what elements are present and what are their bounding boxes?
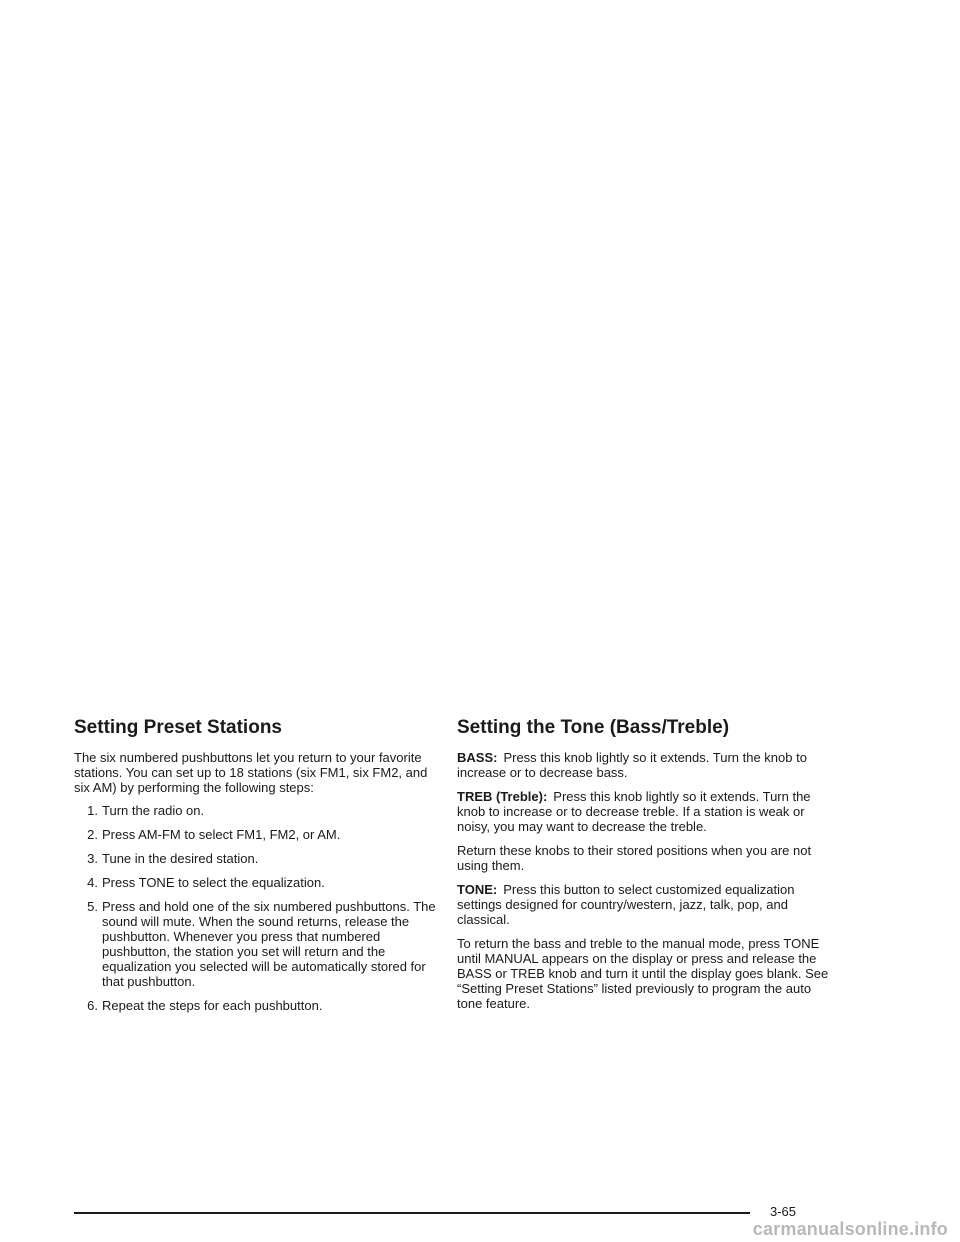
tone-section bbox=[457, 716, 829, 1020]
step-number: 5. bbox=[87, 899, 98, 914]
step-text: Tune in the desired station. bbox=[102, 851, 259, 866]
tone-text: Press this button to select customized equalization settings designed for country/western, jazz, talk, pop, and classical. bbox=[457, 882, 795, 927]
treble-paragraph bbox=[457, 789, 829, 834]
step-text: Press and hold one of the six numbered pushbuttons. The sound will mute. When the sound returns, release the pushbutton. Whenever you press that numbered pushbutton, the station you set will return and the equalization you selected will be automatically stored for that pushbutton. bbox=[102, 899, 436, 989]
step-text: Turn the radio on. bbox=[102, 803, 205, 818]
bass-text: Press this knob lightly so it extends. Turn the knob to increase or to decrease bass. bbox=[457, 750, 807, 780]
bass-paragraph bbox=[457, 750, 829, 780]
list-item bbox=[74, 998, 442, 1013]
step-number: 2. bbox=[87, 827, 98, 842]
return-knobs-paragraph: Return these knobs to their stored positions when you are not using them. bbox=[457, 843, 812, 873]
tone-term: TONE: bbox=[457, 882, 498, 897]
step-text: Press AM-FM to select FM1, FM2, or AM. bbox=[102, 827, 341, 842]
treble-text: Press this knob lightly so it extends. Turn the knob to increase or to decrease treble. If a station is weak or noisy, you may want to decrease the treble. bbox=[457, 789, 811, 834]
list-item bbox=[74, 851, 442, 866]
step-number: 3. bbox=[87, 851, 98, 866]
tone-paragraph bbox=[457, 882, 829, 927]
footer-rule bbox=[74, 1212, 750, 1214]
preset-stations-section bbox=[74, 716, 442, 1022]
bass-term: BASS: bbox=[457, 750, 498, 765]
step-number: 4. bbox=[87, 875, 98, 890]
step-text: Repeat the steps for each pushbutton. bbox=[102, 998, 323, 1013]
list-item bbox=[74, 827, 442, 842]
preset-steps-list bbox=[74, 803, 442, 1013]
section-title-tone: Setting the Tone (Bass/Treble) bbox=[457, 717, 730, 738]
list-item bbox=[74, 803, 442, 818]
treble-term: TREB (Treble): bbox=[457, 789, 548, 804]
manual-mode-paragraph: To return the bass and treble to the manual mode, press TONE until MANUAL appears on the display or press and release the BASS or TREB knob and turn it until the display goes blank. See “Setting Preset Stations” listed previously to program the auto tone feature. bbox=[457, 936, 829, 1011]
page-number: 3-65 bbox=[770, 1204, 797, 1219]
step-text: Press TONE to select the equalization. bbox=[102, 875, 325, 890]
step-number: 6. bbox=[87, 998, 98, 1013]
step-number: 1. bbox=[87, 803, 98, 818]
watermark: carmanualsonline.info bbox=[752, 1219, 948, 1239]
list-item bbox=[74, 875, 442, 890]
preset-intro-paragraph: The six numbered pushbuttons let you return to your favorite stations. You can set up to 18 stations (six FM1, six FM2, and six AM) by performing the following steps: bbox=[74, 750, 428, 795]
section-title-preset-stations: Setting Preset Stations bbox=[74, 717, 282, 738]
list-item bbox=[74, 899, 442, 989]
